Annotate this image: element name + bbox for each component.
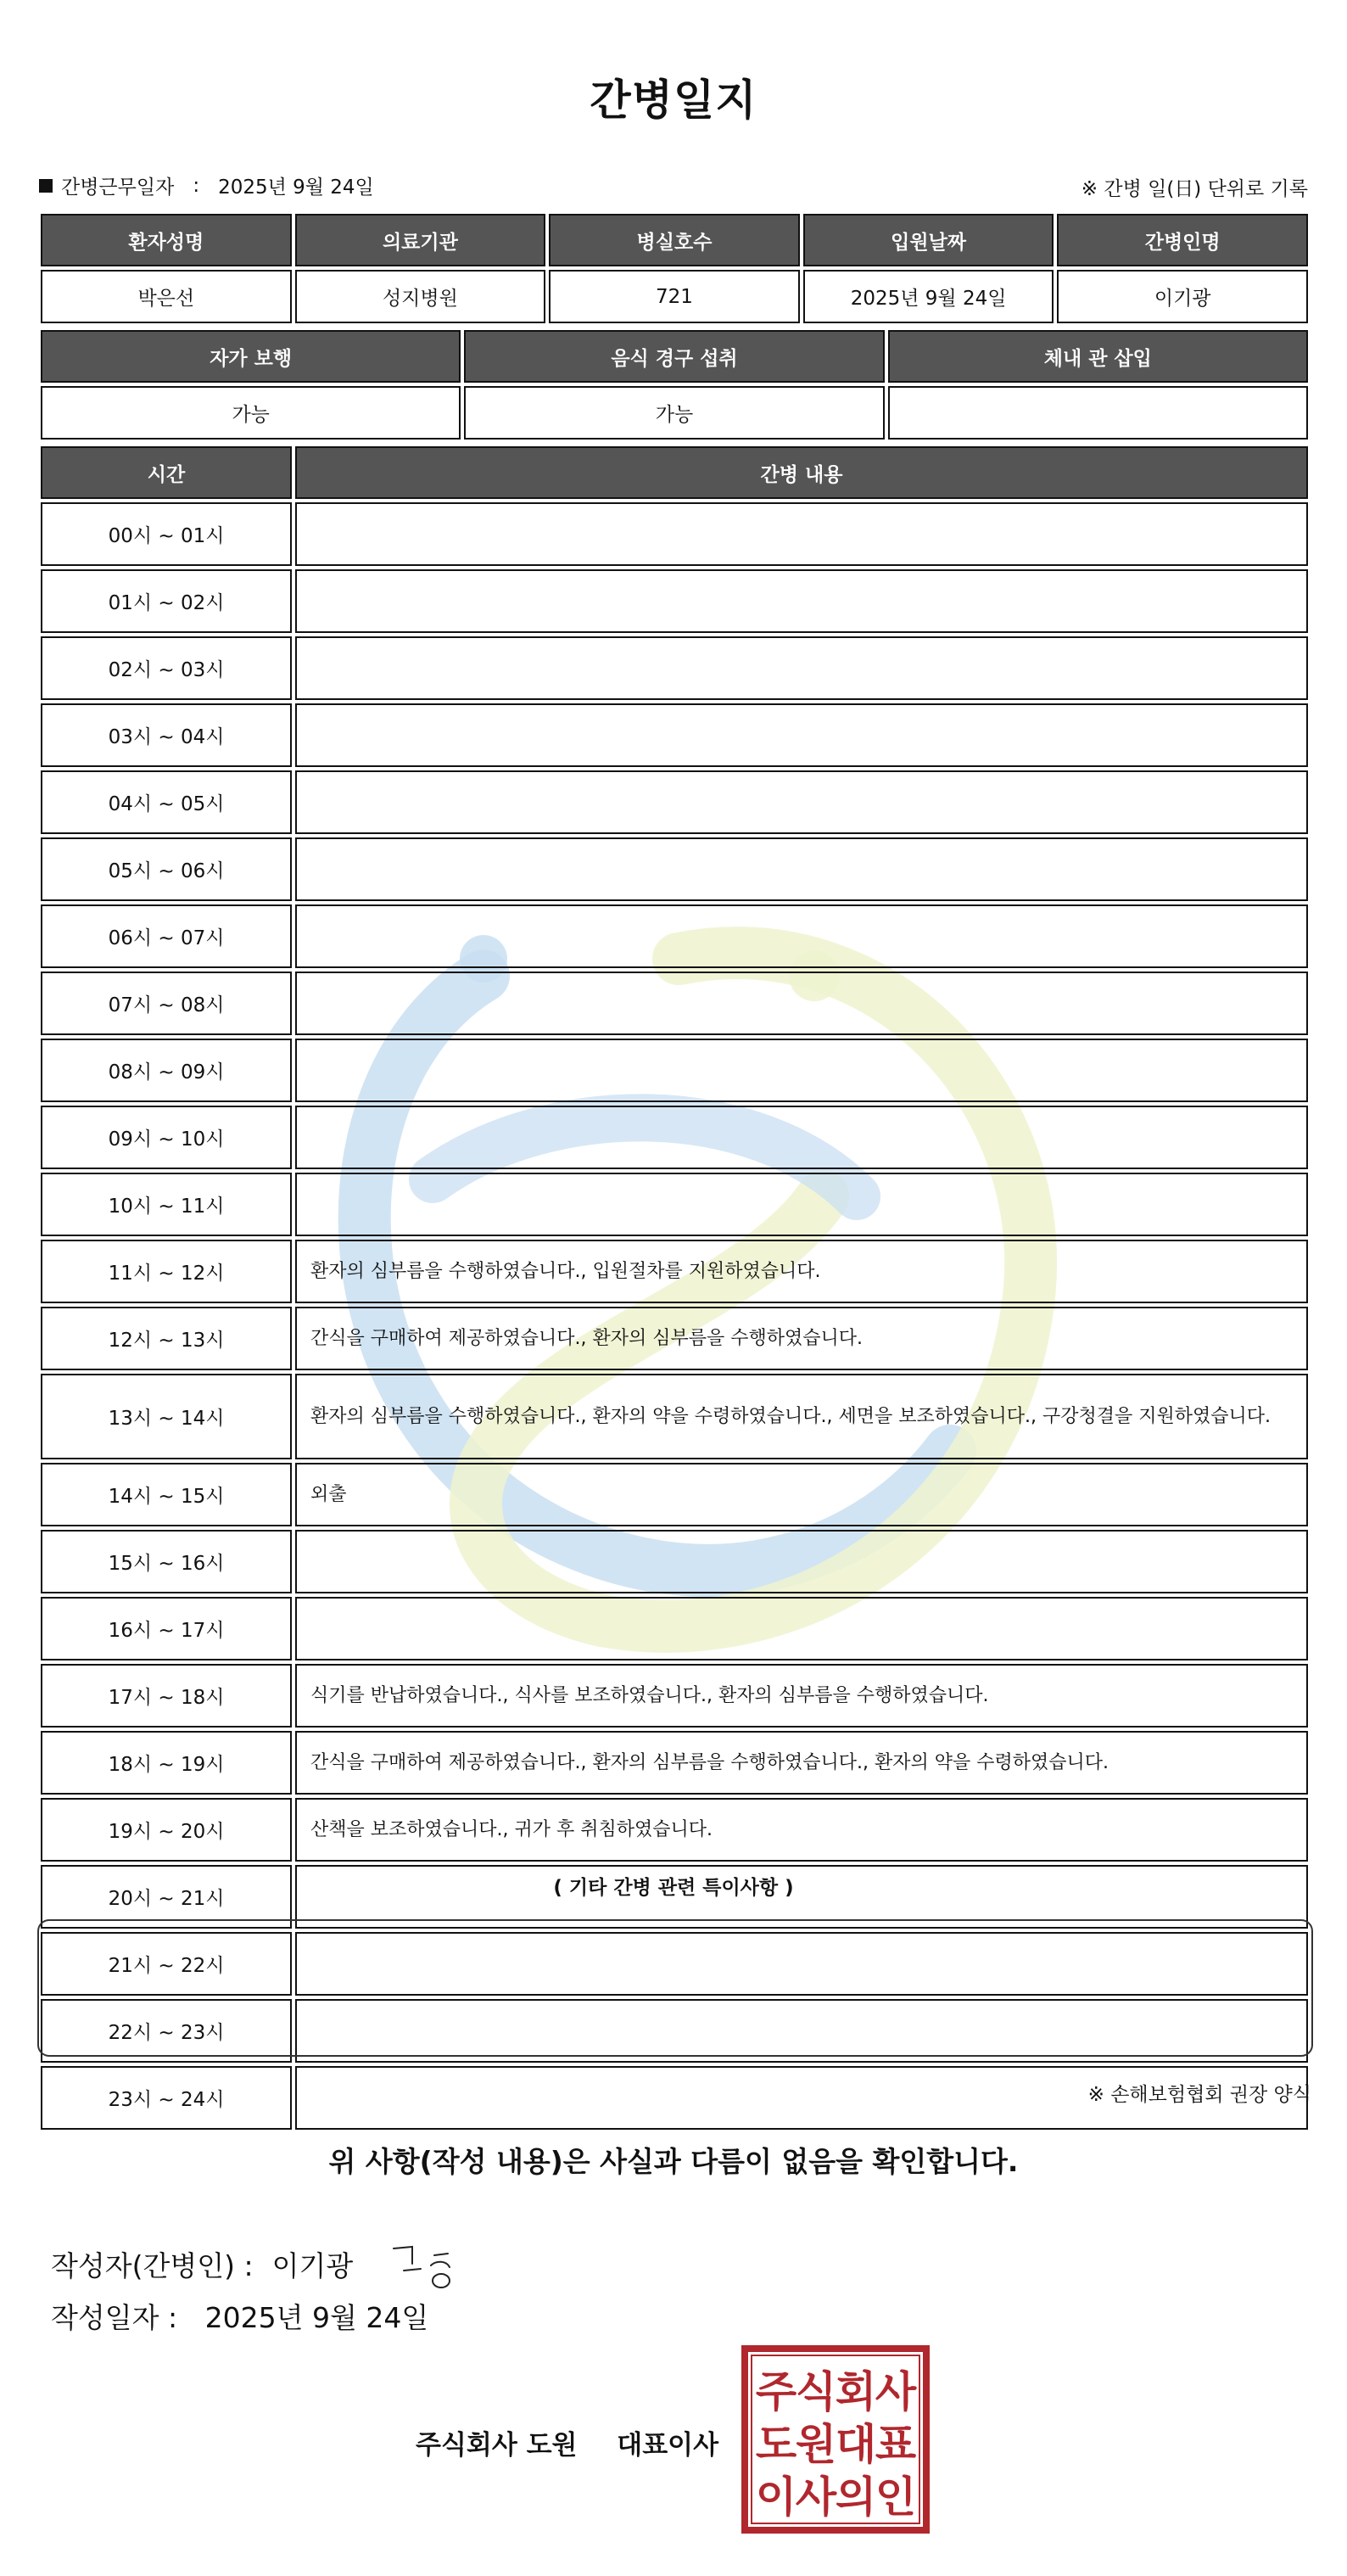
header-caregiver-name: 간병인명 (1057, 214, 1308, 266)
care-log-row (41, 1173, 1308, 1236)
care-log-row (41, 636, 1308, 700)
log-time-cell: 20시 ~ 21시 (41, 1865, 292, 1929)
company-seal-stamp (740, 2344, 931, 2535)
written-date-value: 2025년 9월 24일 (204, 2301, 429, 2334)
svg-text:인: 인 (875, 2472, 917, 2522)
log-content-cell (295, 972, 1308, 1035)
care-log-row (41, 904, 1308, 968)
log-content-cell (295, 837, 1308, 901)
care-log-row (41, 1664, 1308, 1728)
association-form-note: ※ 손해보험협회 권장 양식 (1087, 2084, 1311, 2106)
writer-name: 이기광 (271, 2248, 354, 2282)
care-log-row (41, 1530, 1308, 1593)
log-time-cell: 05시 ~ 06시 (41, 837, 292, 901)
log-content-cell (295, 904, 1308, 968)
log-time-cell: 08시 ~ 09시 (41, 1039, 292, 1102)
caregiver-name: 이기광 (1057, 270, 1308, 323)
handwritten-signature (387, 2230, 480, 2298)
log-time-cell: 07시 ~ 08시 (41, 972, 292, 1035)
square-bullet-icon (39, 179, 53, 193)
self-walking-value: 가능 (41, 386, 461, 440)
patient-status-table (37, 327, 1311, 443)
care-log-row (41, 1731, 1308, 1795)
log-content-cell (295, 1173, 1308, 1236)
admission-date: 2025년 9월 24일 (803, 270, 1054, 323)
header-self-walking: 자가 보행 (41, 330, 461, 383)
confirmation-statement: 위 사항(작성 내용)은 사실과 다름이 없음을 확인합니다. (328, 2145, 1019, 2178)
log-time-cell: 21시 ~ 22시 (41, 1932, 292, 1996)
log-content-cell (295, 1039, 1308, 1102)
care-log-row (41, 1039, 1308, 1102)
room-number: 721 (549, 270, 800, 323)
log-time-cell: 00시 ~ 01시 (41, 502, 292, 566)
work-date-label: 간병근무일자 (61, 176, 175, 199)
log-content-cell (295, 1106, 1308, 1169)
log-time-cell: 01시 ~ 02시 (41, 569, 292, 633)
log-time-cell: 12시 ~ 13시 (41, 1307, 292, 1370)
header-oral-intake: 음식 경구 섭취 (464, 330, 884, 383)
patient-name: 박은선 (41, 270, 292, 323)
log-time-cell: 06시 ~ 07시 (41, 904, 292, 968)
header-admission-date: 입원날짜 (803, 214, 1054, 266)
hospital: 성지병원 (295, 270, 546, 323)
svg-text:회: 회 (835, 2367, 877, 2416)
care-log-row (41, 770, 1308, 834)
written-date-label: 작성일자 : (51, 2301, 178, 2334)
care-log-row (41, 1307, 1308, 1370)
header-time: 시간 (41, 446, 292, 499)
care-log-row (41, 569, 1308, 633)
log-content-cell: 식기를 반납하였습니다., 식사를 보조하였습니다., 환자의 심부름을 수행하였습니다. (295, 1664, 1308, 1728)
log-time-cell: 14시 ~ 15시 (41, 1463, 292, 1526)
log-time-cell: 03시 ~ 04시 (41, 703, 292, 767)
log-time-cell: 17시 ~ 18시 (41, 1664, 292, 1728)
svg-text:표: 표 (875, 2420, 917, 2469)
log-content-cell (295, 770, 1308, 834)
log-content-cell (295, 703, 1308, 767)
company-name: 주식회사 도원 (416, 2430, 578, 2461)
care-log-row (41, 1597, 1308, 1660)
special-notes-title: ( 기타 간병 관련 특이사항 ) (553, 1877, 794, 1899)
care-log-row (41, 972, 1308, 1035)
care-log-row (41, 837, 1308, 901)
patient-info-table (37, 210, 1311, 327)
log-content-cell: 간식을 구매하여 제공하였습니다., 환자의 심부름을 수행하였습니다., 환자의 약을 수령하였습니다. (295, 1731, 1308, 1795)
log-time-cell: 15시 ~ 16시 (41, 1530, 292, 1593)
log-content-cell (295, 1530, 1308, 1593)
log-content-cell: 환자의 심부름을 수행하였습니다., 환자의 약을 수령하였습니다., 세면을 보조하였습니다., 구강청결을 지원하였습니다. (295, 1374, 1308, 1459)
log-content-cell (295, 502, 1308, 566)
log-time-cell: 13시 ~ 14시 (41, 1374, 292, 1459)
care-log-row (41, 1106, 1308, 1169)
oral-intake-value: 가능 (464, 386, 884, 440)
header-care-content: 간병 내용 (295, 446, 1308, 499)
care-log-row (41, 1463, 1308, 1526)
writer-line (51, 2230, 480, 2298)
svg-text:이: 이 (755, 2472, 797, 2522)
header-room-number: 병실호수 (549, 214, 800, 266)
care-log-row (41, 1374, 1308, 1459)
document-title: 간병일지 (590, 76, 757, 125)
header-patient-name: 환자성명 (41, 214, 292, 266)
svg-text:사: 사 (875, 2367, 917, 2416)
care-log-row (41, 1240, 1308, 1303)
log-time-cell: 19시 ~ 20시 (41, 1798, 292, 1862)
care-log-row (41, 502, 1308, 566)
log-content-cell (295, 1597, 1308, 1660)
log-content-cell: 외출 (295, 1463, 1308, 1526)
header-tube-insertion: 체내 관 삽입 (888, 330, 1308, 383)
svg-text:식: 식 (795, 2367, 837, 2416)
svg-text:대: 대 (835, 2420, 877, 2469)
tube-insertion-value (888, 386, 1308, 440)
written-date-line (51, 2296, 428, 2336)
svg-text:원: 원 (795, 2420, 837, 2469)
work-date-value: 2025년 9월 24일 (218, 176, 374, 199)
log-time-cell: 02시 ~ 03시 (41, 636, 292, 700)
log-content-cell (295, 569, 1308, 633)
log-time-cell: 23시 ~ 24시 (41, 2066, 292, 2130)
svg-text:사: 사 (795, 2472, 837, 2522)
log-time-cell: 22시 ~ 23시 (41, 1999, 292, 2063)
svg-text:주: 주 (755, 2367, 797, 2416)
log-content-cell (295, 636, 1308, 700)
special-notes-box (37, 1919, 1313, 2057)
work-date-separator: : (193, 174, 200, 197)
company-role: 대표이사 (617, 2430, 719, 2461)
log-content-cell: 산책을 보조하였습니다., 귀가 후 취침하였습니다. (295, 1798, 1308, 1862)
svg-text:도: 도 (755, 2420, 797, 2469)
log-time-cell: 10시 ~ 11시 (41, 1173, 292, 1236)
header-hospital: 의료기관 (295, 214, 546, 266)
log-content-cell: 간식을 구매하여 제공하였습니다., 환자의 심부름을 수행하였습니다. (295, 1307, 1308, 1370)
care-log-row (41, 1798, 1308, 1862)
care-log-row (41, 703, 1308, 767)
work-date-line (39, 171, 374, 199)
svg-text:의: 의 (835, 2472, 877, 2522)
log-time-cell: 11시 ~ 12시 (41, 1240, 292, 1303)
log-time-cell: 18시 ~ 19시 (41, 1731, 292, 1795)
company-line (416, 2423, 718, 2461)
log-time-cell: 09시 ~ 10시 (41, 1106, 292, 1169)
log-time-cell: 16시 ~ 17시 (41, 1597, 292, 1660)
log-content-cell: 환자의 심부름을 수행하였습니다., 입원절차를 지원하였습니다. (295, 1240, 1308, 1303)
record-unit-note: ※ 간병 일(日) 단위로 기록 (1081, 178, 1308, 200)
log-time-cell: 04시 ~ 05시 (41, 770, 292, 834)
writer-label: 작성자(간병인) : (51, 2248, 254, 2282)
